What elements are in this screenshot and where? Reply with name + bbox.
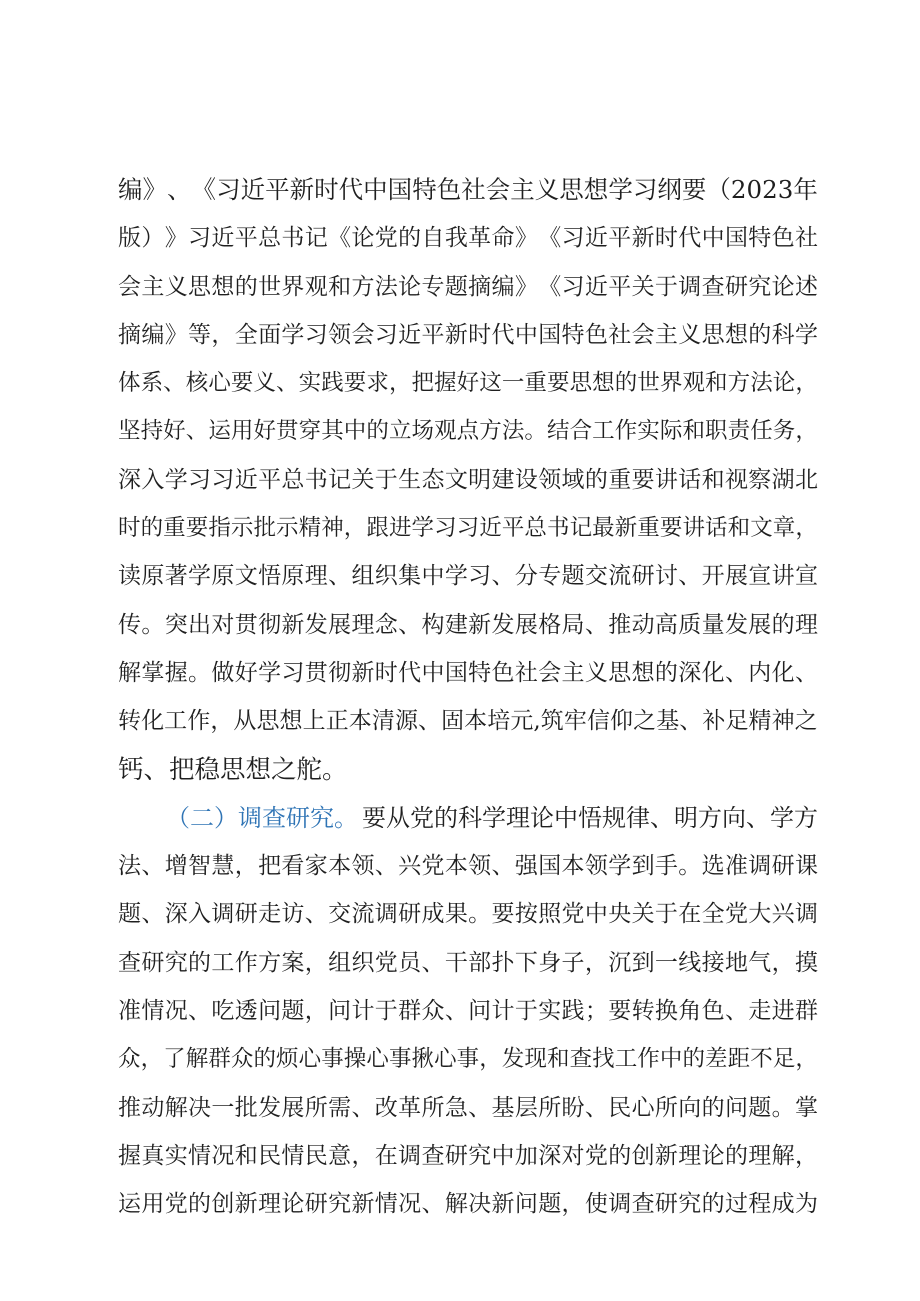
paragraph-line: 众 ， 了 解 群 众 的 烦 心 事 操 心 事 揪 心 事 ， 发 现 和 查 找 工 作 中 的 差 距 不 足 ，	[118, 1046, 818, 1073]
paragraph-line: 传 。 突 出 对 贯 彻 新 发 展 理 念 、 构 建 新 发 展 格 局 、 推 动 高 质 量 发 展 的 理	[118, 611, 818, 638]
paragraph-line: 法 、 增 智 慧 ， 把 看 家 本 领 、 兴 党 本 领 、 强 国 本 领 学 到 手 。 选 准 调 研 课	[118, 853, 818, 880]
paragraph-line: 深 入 学 习 习 近 平 总 书 记 关 于 生 态 文 明 建 设 领 域 的 重 要 讲 话 和 视 察 湖 北	[118, 466, 818, 493]
paragraph-line: 坚 持 好 、 运 用 好 贯 穿 其 中 的 立 场 观 点 方 法 。 结 合 工 作 实 际 和 职 责 任 务 ，	[118, 418, 818, 445]
paragraph-line: 握 真 实 情 况 和 民 情 民 意 ， 在 调 查 研 究 中 加 深 对 党 的 创 新 理 论 的 理 解 ，	[118, 1142, 818, 1169]
paragraph-line: 钙、把稳思想之舵。	[118, 754, 348, 785]
paragraph-line: 版 ） 》 习 近 平 总 书 记 《 论 党 的 自 我 革 命 》 《 习 近 平 新 时 代 中 国 特 色 社	[118, 225, 818, 252]
paragraph-line: 推 动 解 决 一 批 发 展 所 需 、 改 革 所 急 、 基 层 所 盼 、 民 心 所 向 的 问 题 。 掌	[118, 1094, 818, 1121]
paragraph-line: 解 掌 握 。 做 好 学 习 贯 彻 新 时 代 中 国 特 色 社 会 主 义 思 想 的 深 化 、 内 化 、	[118, 659, 818, 686]
paragraph-line: 时 的 重 要 指 示 批 示 精 神 ， 跟 进 学 习 习 近 平 总 书 记 最 新 重 要 讲 话 和 文 章 ，	[118, 515, 818, 542]
paragraph-line: 读 原 著 学 原 文 悟 原 理 、 组 织 集 中 学 习 、 分 专 题 交 流 研 讨 、 开 展 宣 讲 宣	[118, 563, 818, 590]
paragraph-line: 摘 编 》 等 ， 全 面 学 习 领 会 习 近 平 新 时 代 中 国 特 色 社 会 主 义 思 想 的 科 学	[118, 321, 818, 348]
document-body	[118, 166, 818, 1229]
paragraph-line: 题 、 深 入 调 研 走 访 、 交 流 调 研 成 果 。 要 按 照 党 中 央 关 于 在 全 党 大 兴 调	[118, 901, 818, 928]
paragraph-line: 准 情 况 、 吃 透 问 题 ， 问 计 于 群 众 、 问 计 于 实 践 ； 要 转 换 角 色 、 走 进 群	[118, 998, 818, 1025]
paragraph-line: 查 研 究 的 工 作 方 案 ， 组 织 党 员 、 干 部 扑 下 身 子 ， 沉 到 一 线 接 地 气 ， 摸	[118, 949, 818, 976]
paragraph-line: 转 化 工 作 ， 从 思 想 上 正 本 清 源 、 固 本 培 元 , 筑 牢 信 仰 之 基 、 补 足 精 神 之	[118, 708, 818, 735]
section-first-line	[118, 794, 818, 842]
section-first-line-text: 要从党的科学理论中悟规律、明方向、学方	[362, 803, 818, 832]
paragraph-line: 会 主 义 思 想 的 世 界 观 和 方 法 论 专 题 摘 编 》 《 习 近 平 关 于 调 查 研 究 论 述	[118, 273, 818, 300]
paragraph-line: 编 》 、 《 习 近 平 新 时 代 中 国 特 色 社 会 主 义 思 想 学 习 纲 要 （ 2 0 2 3 年	[118, 175, 818, 204]
paragraph-line: 运 用 党 的 创 新 理 论 研 究 新 情 况 、 解 决 新 问 题 ， 使 调 查 研 究 的 过 程 成 为	[118, 1191, 818, 1218]
paragraph-line: 体 系 、 核 心 要 义 、 实 践 要 求 ， 把 握 好 这 一 重 要 思 想 的 世 界 观 和 方 法 论 ，	[118, 370, 818, 397]
section-heading: （二）调查研究。	[166, 803, 358, 832]
